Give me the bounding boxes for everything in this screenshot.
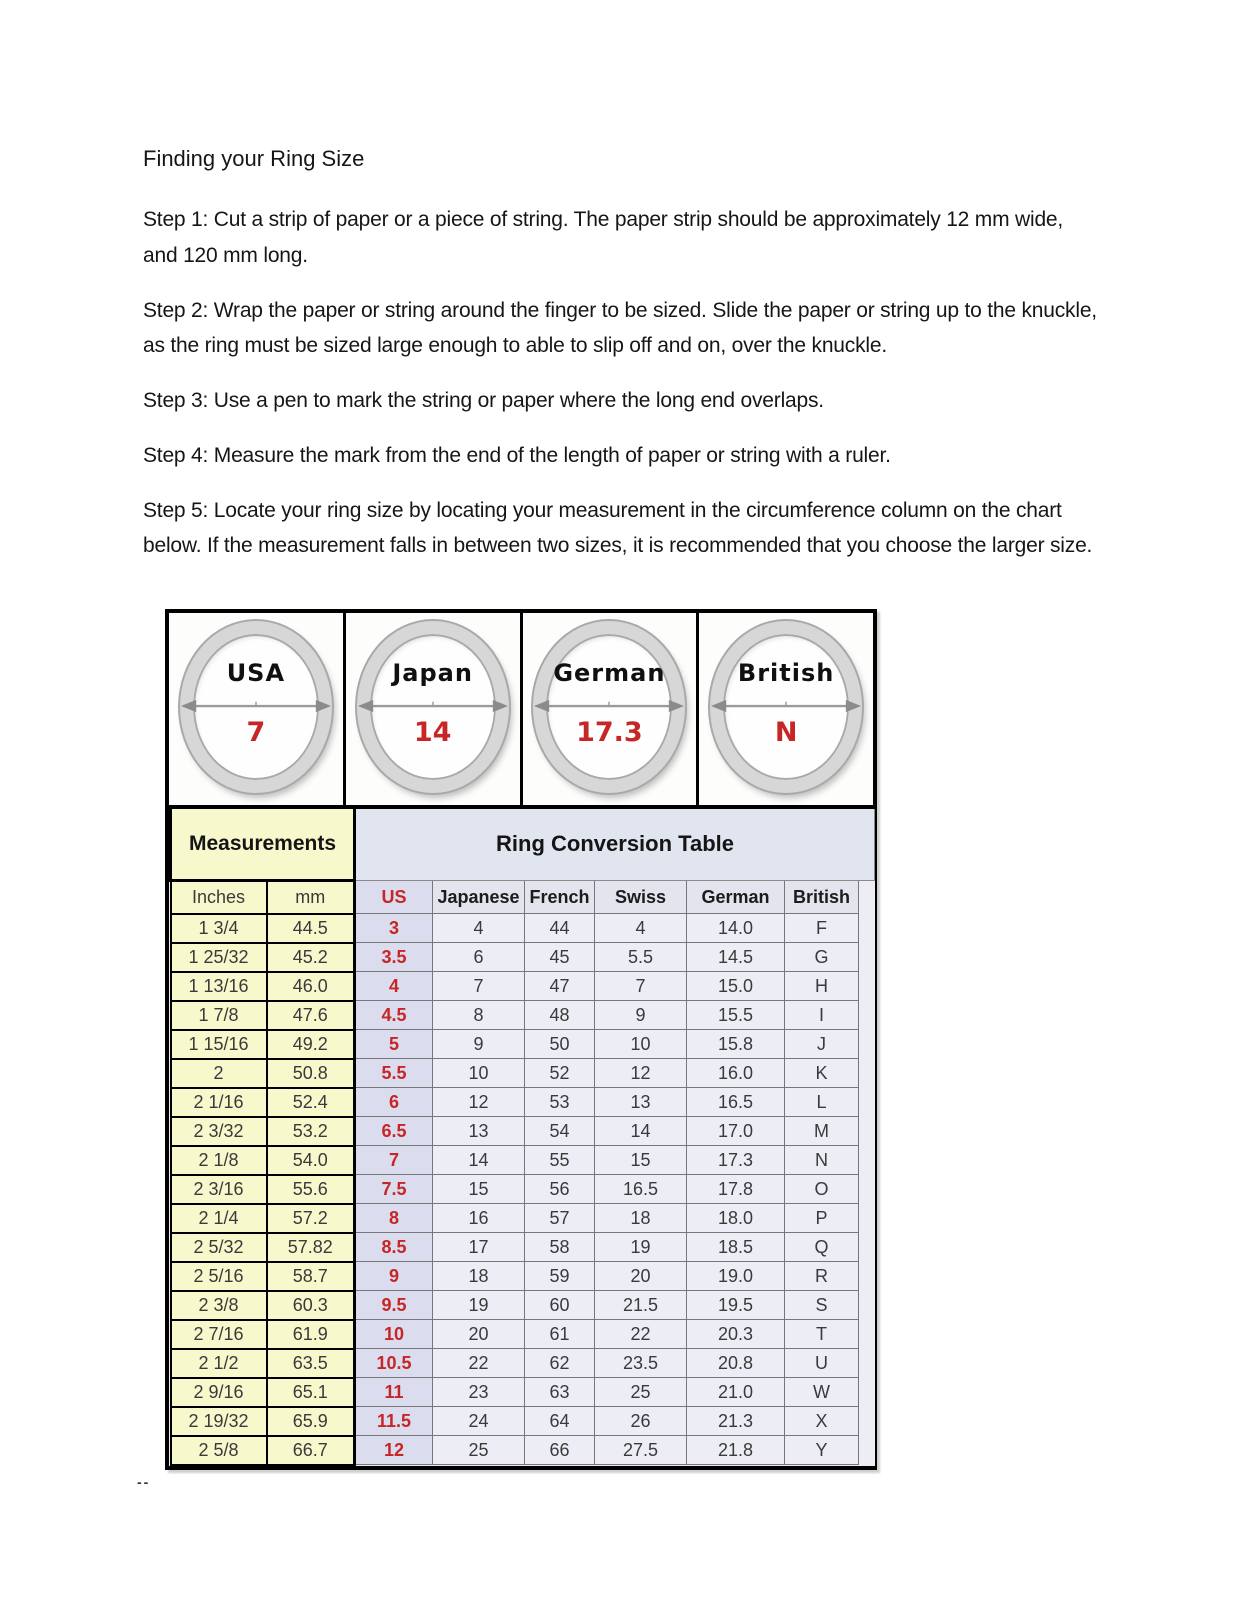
table-cell: 1 15/16 — [171, 1030, 267, 1059]
table-cell: 6 — [355, 1088, 433, 1117]
table-cell: 2 1/8 — [171, 1146, 267, 1175]
table-cell: 2 1/2 — [171, 1349, 267, 1378]
table-cell: 57 — [525, 1204, 595, 1233]
table-cell: 6.5 — [355, 1117, 433, 1146]
ring-size-value: 7 — [246, 716, 266, 748]
table-cell: 12 — [433, 1088, 525, 1117]
table-row — [171, 1320, 875, 1349]
diameter-arrow-icon — [710, 695, 862, 717]
table-cell: 6 — [433, 943, 525, 972]
table-cell: 4 — [433, 914, 525, 943]
table-cell: 46.0 — [267, 972, 355, 1001]
column-header: Swiss — [595, 880, 687, 914]
column-header-row — [171, 880, 875, 914]
page-title: Finding your Ring Size — [143, 146, 365, 171]
table-cell: 17 — [433, 1233, 525, 1262]
table-cell: 55.6 — [267, 1175, 355, 1204]
table-row — [171, 914, 875, 943]
table-cell: 1 13/16 — [171, 972, 267, 1001]
table-cell: N — [785, 1146, 859, 1175]
ring-panel — [346, 613, 523, 805]
table-cell: 61 — [525, 1320, 595, 1349]
table-cell: 2 1/4 — [171, 1204, 267, 1233]
ring-panel — [169, 613, 346, 805]
ring-country-label: German — [553, 658, 666, 687]
table-cell: 12 — [595, 1059, 687, 1088]
ring-size-value: 17.3 — [576, 716, 643, 748]
step-2-paragraph: Step 2: Wrap the paper or string around the finger to be sized. Slide the paper or string up to the knuckle, as the ring must be sized large enough to able to slip off and on, over the knuckle. — [143, 298, 1097, 358]
table-cell: 22 — [433, 1349, 525, 1378]
table-cell: 18.0 — [687, 1204, 785, 1233]
table-cell: 23 — [433, 1378, 525, 1407]
step-3-paragraph: Step 3: Use a pen to mark the string or paper where the long end overlaps. — [143, 389, 824, 413]
table-row — [171, 1088, 875, 1117]
table-cell: 53.2 — [267, 1117, 355, 1146]
table-cell: T — [785, 1320, 859, 1349]
table-cell: 8 — [355, 1204, 433, 1233]
table-cell: W — [785, 1378, 859, 1407]
table-cell: 45.2 — [267, 943, 355, 972]
table-cell: 52 — [525, 1059, 595, 1088]
table-cell: 13 — [595, 1088, 687, 1117]
table-cell: 7 — [595, 972, 687, 1001]
table-cell: 5.5 — [595, 943, 687, 972]
conversion-table-title: Ring Conversion Table — [355, 809, 875, 881]
ring-size-chart — [165, 609, 877, 1470]
table-cell: 22 — [595, 1320, 687, 1349]
table-row — [171, 1262, 875, 1291]
table-cell: 15.8 — [687, 1030, 785, 1059]
table-cell: 2 3/32 — [171, 1117, 267, 1146]
table-cell: 2 7/16 — [171, 1320, 267, 1349]
table-row — [171, 1117, 875, 1146]
column-header: mm — [267, 880, 355, 914]
table-cell: 19 — [595, 1233, 687, 1262]
table-cell: P — [785, 1204, 859, 1233]
table-cell: 45 — [525, 943, 595, 972]
table-cell: 7 — [433, 972, 525, 1001]
table-cell: G — [785, 943, 859, 972]
table-cell: 15 — [595, 1146, 687, 1175]
table-cell: 47 — [525, 972, 595, 1001]
table-cell: 7 — [355, 1146, 433, 1175]
table-cell: 58 — [525, 1233, 595, 1262]
table-row — [171, 1175, 875, 1204]
table-cell: 10 — [355, 1320, 433, 1349]
table-cell: F — [785, 914, 859, 943]
table-cell: 55 — [525, 1146, 595, 1175]
table-cell: 14 — [433, 1146, 525, 1175]
table-cell: 4 — [595, 914, 687, 943]
table-cell: 16.5 — [595, 1175, 687, 1204]
table-cell: R — [785, 1262, 859, 1291]
table-cell: 13 — [433, 1117, 525, 1146]
table-row — [171, 972, 875, 1001]
table-cell: 25 — [595, 1378, 687, 1407]
table-cell: 47.6 — [267, 1001, 355, 1030]
table-cell: 2 3/8 — [171, 1291, 267, 1320]
table-cell: 60.3 — [267, 1291, 355, 1320]
table-cell: 18 — [433, 1262, 525, 1291]
table-cell: J — [785, 1030, 859, 1059]
table-cell: U — [785, 1349, 859, 1378]
table-cell: 21.3 — [687, 1407, 785, 1436]
table-cell: 9 — [433, 1030, 525, 1059]
column-header: Japanese — [433, 880, 525, 914]
table-cell: 14 — [595, 1117, 687, 1146]
table-cell: 15.5 — [687, 1001, 785, 1030]
table-cell: 56 — [525, 1175, 595, 1204]
table-cell: 17.0 — [687, 1117, 785, 1146]
table-cell: 19.0 — [687, 1262, 785, 1291]
ring-illustrations — [169, 613, 873, 809]
table-cell: 57.2 — [267, 1204, 355, 1233]
table-cell: 19.5 — [687, 1291, 785, 1320]
table-cell: 12 — [355, 1436, 433, 1465]
table-cell: 4 — [355, 972, 433, 1001]
table-cell: H — [785, 972, 859, 1001]
table-cell: 26 — [595, 1407, 687, 1436]
table-cell: 63.5 — [267, 1349, 355, 1378]
table-cell: 52.4 — [267, 1088, 355, 1117]
table-row — [171, 943, 875, 972]
table-cell: 20.8 — [687, 1349, 785, 1378]
table-cell: 9 — [355, 1262, 433, 1291]
column-header: French — [525, 880, 595, 914]
table-cell: M — [785, 1117, 859, 1146]
table-row — [171, 1233, 875, 1262]
table-cell: 57.82 — [267, 1233, 355, 1262]
ring-country-label: USA — [226, 658, 286, 687]
table-cell: 10.5 — [355, 1349, 433, 1378]
table-cell: 18.5 — [687, 1233, 785, 1262]
table-cell: Q — [785, 1233, 859, 1262]
table-cell: 61.9 — [267, 1320, 355, 1349]
table-cell: 14.5 — [687, 943, 785, 972]
table-cell: 15.0 — [687, 972, 785, 1001]
table-cell: 19 — [433, 1291, 525, 1320]
table-row — [171, 1030, 875, 1059]
table-row — [171, 1204, 875, 1233]
table-cell: 66 — [525, 1436, 595, 1465]
table-cell: 16.5 — [687, 1088, 785, 1117]
table-cell: 65.9 — [267, 1407, 355, 1436]
step-1-paragraph: Step 1: Cut a strip of paper or a piece of string. The paper strip should be approximately 12 mm wide, and 120 mm long. — [143, 208, 1064, 268]
ring-country-label: Japan — [392, 658, 473, 687]
column-header: German — [687, 880, 785, 914]
table-cell: S — [785, 1291, 859, 1320]
table-cell: 2 — [171, 1059, 267, 1088]
ring-size-value: 14 — [413, 716, 452, 748]
column-header: British — [785, 880, 859, 914]
table-cell: 23.5 — [595, 1349, 687, 1378]
ring-panel — [699, 613, 873, 805]
table-cell: 48 — [525, 1001, 595, 1030]
measurements-header: Measurements — [171, 809, 355, 881]
table-cell: 7.5 — [355, 1175, 433, 1204]
table-cell: 44 — [525, 914, 595, 943]
table-cell: 2 1/16 — [171, 1088, 267, 1117]
table-cell: 21.8 — [687, 1436, 785, 1465]
table-cell: 44.5 — [267, 914, 355, 943]
table-cell: 24 — [433, 1407, 525, 1436]
table-cell: 18 — [595, 1204, 687, 1233]
table-cell: 59 — [525, 1262, 595, 1291]
table-cell: 9.5 — [355, 1291, 433, 1320]
table-cell: 1 25/32 — [171, 943, 267, 972]
table-cell: L — [785, 1088, 859, 1117]
table-cell: 2 5/16 — [171, 1262, 267, 1291]
table-cell: 64 — [525, 1407, 595, 1436]
diameter-arrow-icon — [180, 695, 332, 717]
table-cell: 1 7/8 — [171, 1001, 267, 1030]
table-cell: 58.7 — [267, 1262, 355, 1291]
table-band-row — [171, 809, 875, 881]
table-row — [171, 1291, 875, 1320]
table-cell: 54 — [525, 1117, 595, 1146]
table-cell: 9 — [595, 1001, 687, 1030]
table-cell: 14.0 — [687, 914, 785, 943]
table-cell: 66.7 — [267, 1436, 355, 1465]
table-row — [171, 1436, 875, 1465]
table-row — [171, 1059, 875, 1088]
table-row — [171, 1349, 875, 1378]
table-cell: 2 9/16 — [171, 1378, 267, 1407]
table-cell: 27.5 — [595, 1436, 687, 1465]
table-cell: 8.5 — [355, 1233, 433, 1262]
empty-filler-column — [859, 880, 875, 1465]
table-cell: 10 — [595, 1030, 687, 1059]
table-cell: 63 — [525, 1378, 595, 1407]
ring-size-value: N — [774, 716, 798, 748]
table-cell: 54.0 — [267, 1146, 355, 1175]
table-cell: 49.2 — [267, 1030, 355, 1059]
table-cell: 8 — [433, 1001, 525, 1030]
table-cell: 5 — [355, 1030, 433, 1059]
table-cell: 2 5/32 — [171, 1233, 267, 1262]
table-cell: 50.8 — [267, 1059, 355, 1088]
table-cell: 11.5 — [355, 1407, 433, 1436]
table-cell: 2 19/32 — [171, 1407, 267, 1436]
table-cell: 1 3/4 — [171, 914, 267, 943]
table-cell: 20 — [595, 1262, 687, 1291]
table-cell: 62 — [525, 1349, 595, 1378]
table-cell: 50 — [525, 1030, 595, 1059]
table-cell: 21.0 — [687, 1378, 785, 1407]
table-cell: 10 — [433, 1059, 525, 1088]
ring-country-label: British — [737, 658, 835, 687]
table-cell: 17.8 — [687, 1175, 785, 1204]
table-cell: 53 — [525, 1088, 595, 1117]
table-cell: 60 — [525, 1291, 595, 1320]
table-cell: 4.5 — [355, 1001, 433, 1030]
table-cell: K — [785, 1059, 859, 1088]
table-cell: 11 — [355, 1378, 433, 1407]
column-header: US — [355, 880, 433, 914]
ring-panel — [523, 613, 700, 805]
table-cell: 2 5/8 — [171, 1436, 267, 1465]
table-cell: 25 — [433, 1436, 525, 1465]
footer-dash-mark: -- — [137, 1473, 151, 1490]
table-cell: 65.1 — [267, 1378, 355, 1407]
diameter-arrow-icon — [533, 695, 685, 717]
table-cell: 3.5 — [355, 943, 433, 972]
table-row — [171, 1407, 875, 1436]
ring-conversion-table — [169, 809, 875, 1466]
table-cell: 3 — [355, 914, 433, 943]
table-row — [171, 1146, 875, 1175]
table-row — [171, 1001, 875, 1030]
table-cell: 16.0 — [687, 1059, 785, 1088]
step-4-paragraph: Step 4: Measure the mark from the end of the length of paper or string with a ruler. — [143, 443, 891, 467]
table-cell: 17.3 — [687, 1146, 785, 1175]
table-cell: 20 — [433, 1320, 525, 1349]
table-cell: I — [785, 1001, 859, 1030]
table-cell: O — [785, 1175, 859, 1204]
table-row — [171, 1378, 875, 1407]
diameter-arrow-icon — [357, 695, 509, 717]
table-cell: 21.5 — [595, 1291, 687, 1320]
table-cell: 2 3/16 — [171, 1175, 267, 1204]
table-cell: 20.3 — [687, 1320, 785, 1349]
step-5-paragraph: Step 5: Locate your ring size by locating your measurement in the circumference column on the chart below. If the measurement falls in between two sizes, it is recommended that you choose the larger size. — [143, 498, 1093, 558]
column-header: Inches — [171, 880, 267, 914]
table-cell: X — [785, 1407, 859, 1436]
table-cell: Y — [785, 1436, 859, 1465]
table-cell: 15 — [433, 1175, 525, 1204]
table-cell: 16 — [433, 1204, 525, 1233]
table-cell: 5.5 — [355, 1059, 433, 1088]
